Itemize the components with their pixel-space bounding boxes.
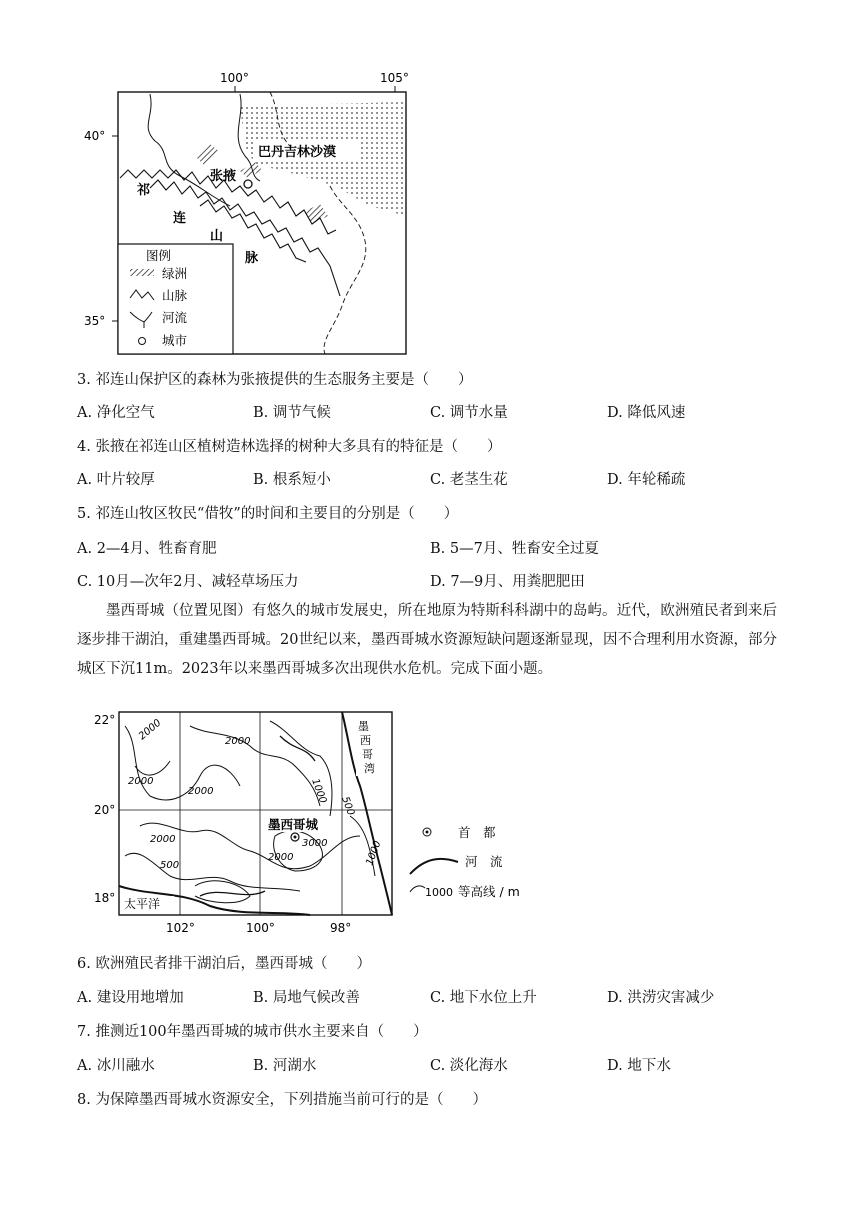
contour-label: 2000 <box>268 852 294 863</box>
lon-label-105: 105° <box>380 71 409 85</box>
q5-option-b: B. 5—7月、牲畜安全过夏 <box>430 541 599 557</box>
question-7: 7. 推测近100年墨西哥城的城市供水主要来自（ ） <box>77 1024 428 1040</box>
legend-oasis: 绿洲 <box>162 266 188 281</box>
contour-label: 2000 <box>150 834 176 845</box>
capital-legend-dot-icon <box>426 831 429 834</box>
boundary-line <box>324 186 366 354</box>
q5-option-a: A. 2—4月、牲畜育肥 <box>77 541 217 557</box>
gulf-label-3: 哥 <box>362 748 373 761</box>
q4-option-c: C. 老茎生花 <box>430 472 508 488</box>
q4-option-a: A. 叶片较厚 <box>77 472 155 488</box>
q5-option-c: C. 10月—次年2月、减轻草场压力 <box>77 574 299 590</box>
zhangye-label: 张掖 <box>210 169 237 184</box>
q4-option-b: B. 根系短小 <box>253 472 331 488</box>
passage-text: 墨西哥城（位置见图）有悠久的城市发展史，所在地原为特斯科科湖中的岛屿。近代，欧洲殖民者到来后逐步排干湖泊，重建墨西哥城。20世纪以来，墨西哥城水资源短缺问题逐渐显现，因不合理利用水资源，部分城区下沉11m。2023年以来墨西哥城多次出现供水危机。完成下面小题。 <box>77 603 777 677</box>
oasis-area <box>195 144 220 166</box>
legend-contour-value: 1000 <box>425 886 453 899</box>
q3-option-a: A. 净化空气 <box>77 405 155 421</box>
q6-option-a: A. 建设用地增加 <box>77 990 184 1006</box>
lon-label-100: 100° <box>246 921 275 935</box>
legend-mountain: 山脉 <box>162 288 188 303</box>
q7-option-a: A. 冰川融水 <box>77 1058 155 1074</box>
q7-option-d: D. 地下水 <box>607 1058 671 1074</box>
contour-lines <box>125 721 375 903</box>
contour-label: 3000 <box>302 838 328 849</box>
question-3: 3. 祁连山保护区的森林为张掖提供的生态服务主要是（ ） <box>77 372 473 388</box>
map1-legend <box>118 244 233 354</box>
q3-option-d: D. 降低风速 <box>607 405 686 421</box>
lat-label-22: 22° <box>94 713 116 727</box>
contour-label: 2000 <box>188 786 214 797</box>
lon-label-100: 100° <box>220 71 249 85</box>
contour-label: 500 <box>339 795 357 817</box>
question-5: 5. 祁连山牧区牧民“借牧”的时间和主要目的分别是（ ） <box>77 506 459 522</box>
mexico-map <box>80 706 540 948</box>
legend-city: 城市 <box>162 333 188 348</box>
gulf-label-1: 墨 <box>358 720 369 733</box>
river-legend-icon <box>410 859 458 874</box>
q3-option-c: C. 调节水量 <box>430 405 508 421</box>
q6-option-c: C. 地下水位上升 <box>430 990 537 1006</box>
range-label-lian: 连 <box>173 211 187 226</box>
q7-option-c: C. 淡化海水 <box>430 1058 508 1074</box>
map2-legend <box>410 825 520 899</box>
range-label-shan: 山 <box>210 229 224 244</box>
gulf-label-2: 西 <box>360 734 371 747</box>
legend-river: 河 流 <box>465 854 503 869</box>
q5-option-d: D. 7—9月、用粪肥肥田 <box>430 574 585 590</box>
contour-label: 1000 <box>309 777 329 805</box>
legend-river: 河流 <box>162 310 188 325</box>
passage <box>77 597 777 684</box>
oasis-legend-icon <box>130 269 154 276</box>
lat-label-18: 18° <box>94 891 116 905</box>
city-legend-icon <box>139 338 146 345</box>
q3-option-b: B. 调节气候 <box>253 405 331 421</box>
legend-contour: 等高线 / m <box>458 884 520 899</box>
river-line <box>280 736 315 761</box>
lat-label-35: 35° <box>84 314 106 328</box>
lon-label-98: 98° <box>330 921 352 935</box>
contour-label: 1000 <box>364 839 384 868</box>
ocean-label: 太平洋 <box>124 897 161 911</box>
contour-label: 2000 <box>136 717 164 743</box>
river-line <box>200 891 265 896</box>
q7-option-b: B. 河湖水 <box>253 1058 317 1074</box>
qilian-map <box>80 66 425 362</box>
gulf-label-4: 湾 <box>364 762 375 775</box>
range-label-mai: 脉 <box>245 251 259 266</box>
legend-capital: 首 都 <box>458 825 496 840</box>
lat-label-40: 40° <box>84 129 106 143</box>
zhangye-city-icon <box>244 180 252 188</box>
legend-title: 图例 <box>146 248 172 263</box>
q4-option-d: D. 年轮稀疏 <box>607 472 686 488</box>
question-6: 6. 欧洲殖民者排干湖泊后，墨西哥城（ ） <box>77 956 371 972</box>
lon-label-102: 102° <box>166 921 195 935</box>
question-4: 4. 张掖在祁连山区植树造林选择的树种大多具有的特征是（ ） <box>77 439 502 455</box>
contour-label: 2000 <box>128 776 154 787</box>
question-8: 8. 为保障墨西哥城水资源安全，下列措施当前可行的是（ ） <box>77 1092 487 1108</box>
river-line <box>148 94 230 206</box>
q6-option-b: B. 局地气候改善 <box>253 990 360 1006</box>
capital-dot-icon <box>294 836 297 839</box>
contour-label: 500 <box>160 860 180 871</box>
lat-label-20: 20° <box>94 803 116 817</box>
desert-label: 巴丹吉林沙漠 <box>258 145 337 160</box>
q6-option-d: D. 洪涝灾害减少 <box>607 990 715 1006</box>
mexico-city-label: 墨西哥城 <box>268 817 319 832</box>
range-label-qi: 祁 <box>137 183 151 198</box>
contour-label: 2000 <box>225 736 251 747</box>
contour-legend-icon <box>410 886 425 892</box>
